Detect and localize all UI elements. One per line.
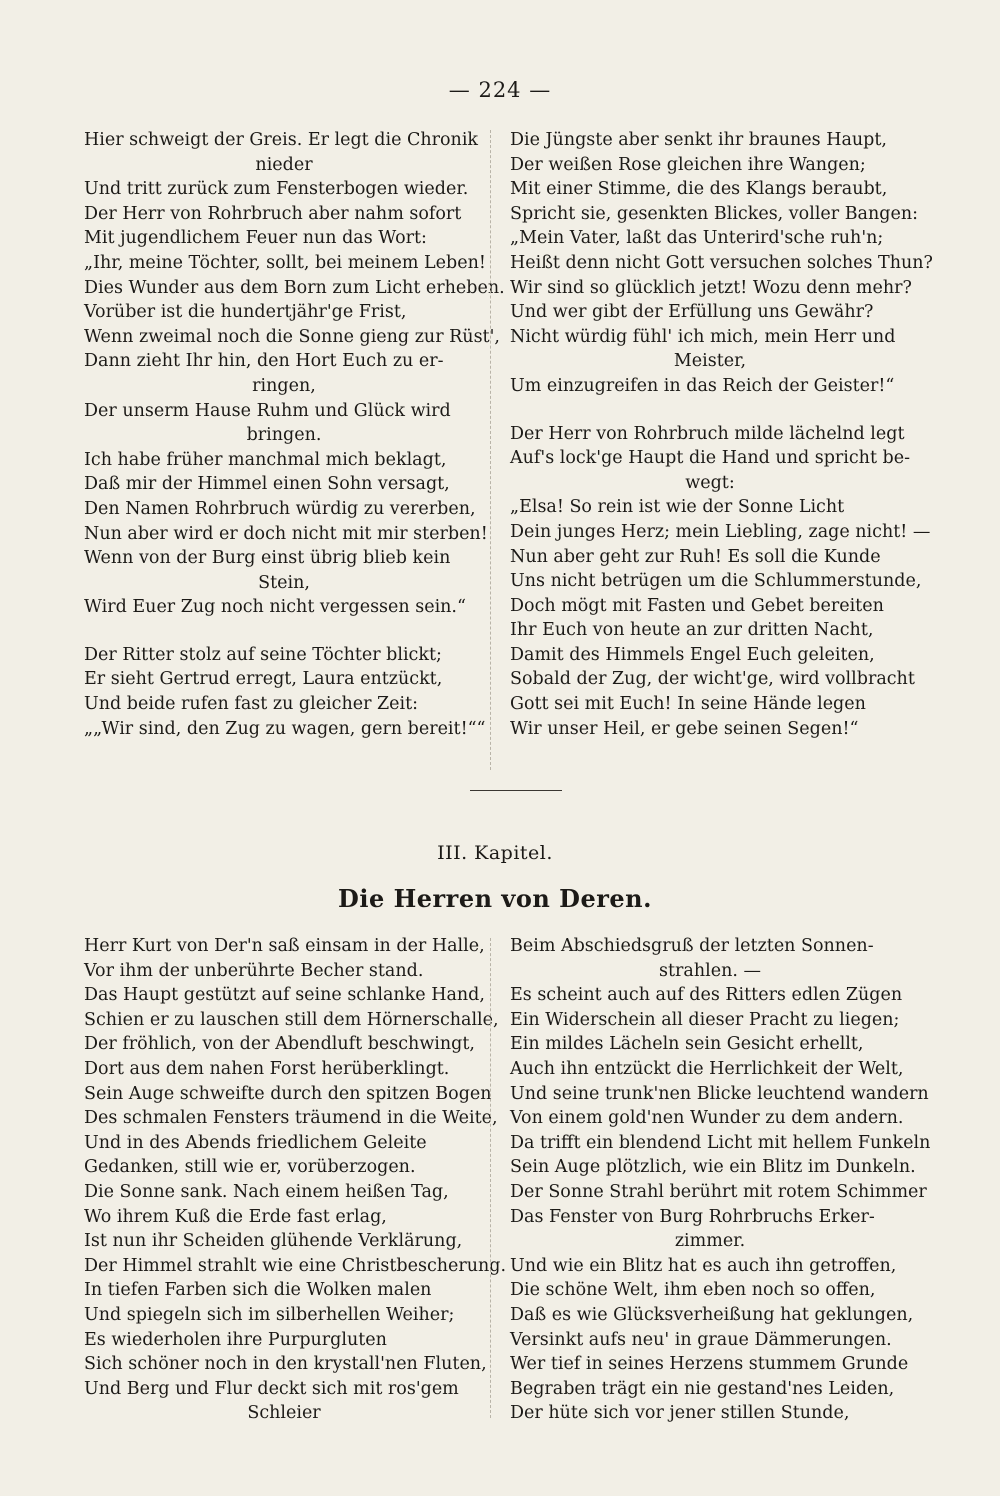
verse-line: Der Sonne Strahl berührt mit rotem Schimmer [510, 1181, 927, 1202]
column-divider-bottom [490, 938, 491, 1418]
verse-line: Wir sind so glücklich jetzt! Wozu denn mehr? [510, 277, 912, 298]
verse-line: wegt: [685, 472, 735, 493]
verse-line: Dein junges Herz; mein Liebling, zage nicht! — [510, 521, 931, 542]
verse-line: Beim Abschiedsgruß der letzten Sonnen- [510, 936, 874, 956]
verse-line: Der weißen Rose gleichen ihre Wangen; [510, 154, 866, 175]
verse-line: Ein Widerschein all dieser Pracht zu liegen; [510, 1009, 900, 1030]
verse-line: Herr Kurt von Der'n saß einsam in der Halle, [84, 936, 485, 956]
verse-line: Der Himmel strahlt wie eine Christbescherung. [84, 1255, 507, 1276]
verse-line: Nicht würdig fühl' ich mich, mein Herr und [510, 326, 896, 347]
verse-line: Und in des Abends friedlichem Geleite [84, 1132, 427, 1153]
verse-line: Der fröhlich, von der Abendluft beschwingt, [84, 1034, 475, 1055]
verse-line: Wer tief in seines Herzens stummem Grunde [510, 1354, 909, 1375]
verse-line: Den Namen Rohrbruch würdig zu vererben, [84, 498, 476, 519]
verse-line: Uns nicht betrügen um die Schlummerstunde, [510, 571, 922, 592]
column-top-left [84, 128, 505, 741]
verse-line: Sich schöner noch in den krystall'nen Fluten, [84, 1354, 487, 1375]
verse-line: Nun aber wird er doch nicht mit mir sterben! [84, 523, 488, 544]
verse-line: Es scheint auch auf des Ritters edlen Zügen [510, 985, 903, 1006]
verse-line: Dann zieht Ihr hin, den Hort Euch zu er- [84, 351, 444, 372]
verse-line: Der Herr von Rohrbruch milde lächelnd legt [510, 423, 905, 444]
verse-line: Und wer gibt der Erfüllung uns Gewähr? [510, 302, 874, 323]
verse-line: Der Ritter stolz auf seine Töchter blickt; [84, 644, 442, 665]
section-rule [470, 790, 562, 791]
verse-line: Auf's lock'ge Haupt die Hand und spricht be- [510, 448, 911, 469]
verse-line: Sein Auge plötzlich, wie ein Blitz im Dunkeln. [510, 1157, 916, 1178]
verse-line: ringen, [252, 375, 316, 396]
verse-line: Dies Wunder aus dem Born zum Licht erheben. [84, 277, 505, 298]
verse-line: Wenn zweimal noch die Sonne gieng zur Rüst', [84, 326, 500, 347]
verse-line: Die schöne Welt, ihm eben noch so offen, [510, 1280, 876, 1301]
verse-line: Um einzugreifen in das Reich der Geister!“ [510, 375, 895, 396]
chapter-title: Die Herren von Deren. [338, 884, 652, 913]
verse-line: Wo ihrem Kuß die Erde fast erlag, [84, 1206, 387, 1227]
verse-line: Gott sei mit Euch! In seine Hände legen [510, 694, 866, 715]
verse-line: Doch mögt mit Fasten und Gebet bereiten [510, 595, 884, 616]
verse-line: In tiefen Farben sich die Wolken malen [84, 1280, 432, 1301]
verse-line: Die Sonne sank. Nach einem heißen Tag, [84, 1181, 449, 1202]
verse-line: „Ihr, meine Töchter, sollt, bei meinem Leben! [84, 252, 486, 273]
verse-line: Das Haupt gestützt auf seine schlanke Hand, [84, 985, 485, 1006]
verse-line: Ein mildes Lächeln sein Gesicht erhellt, [510, 1034, 864, 1055]
column-divider-top [490, 130, 491, 770]
verse-line: Versinkt aufs neu' in graue Dämmerungen. [510, 1329, 892, 1350]
verse-line: Mit jugendlichem Feuer nun das Wort: [84, 228, 427, 249]
verse-line: Der hüte sich vor jener stillen Stunde, [510, 1403, 850, 1424]
verse-line: Gedanken, still wie er, vorüberzogen. [84, 1157, 416, 1178]
verse-line: Schleier [247, 1403, 321, 1424]
verse-line: bringen. [246, 425, 322, 446]
verse-line: Und Berg und Flur deckt sich mit ros'gem [84, 1378, 459, 1399]
verse-line: Und wie ein Blitz hat es auch ihn getroffen, [510, 1255, 897, 1276]
verse-line: Und seine trunk'nen Blicke leuchtend wandern [510, 1083, 929, 1104]
column-bottom-right [510, 934, 931, 1426]
verse-line: Der Herr von Rohrbruch aber nahm sofort [84, 203, 462, 224]
verse-line: Sein Auge schweifte durch den spitzen Bogen [84, 1083, 492, 1104]
verse-line: zimmer. [674, 1231, 746, 1252]
stanza-gap [84, 620, 484, 643]
verse-line: Stein, [258, 572, 310, 593]
verse-line: Nun aber geht zur Ruh! Es soll die Kunde [510, 546, 881, 567]
verse-line: Des schmalen Fensters träumend in die Weite, [84, 1108, 498, 1129]
verse-line: Daß es wie Glücksverheißung hat geklungen, [510, 1304, 914, 1325]
verse-line: Meister, [673, 351, 747, 372]
verse-line: Da trifft ein blendend Licht mit hellem Funkeln [510, 1132, 931, 1153]
verse-line: Daß mir der Himmel einen Sohn versagt, [84, 474, 450, 495]
verse-line: Damit des Himmels Engel Euch geleiten, [510, 644, 875, 665]
chapter-heading: III. Kapitel. [437, 842, 553, 864]
verse-line: nieder [255, 154, 313, 175]
verse-line: Wenn von der Burg einst übrig blieb kein [84, 548, 451, 569]
verse-line: Wir unser Heil, er gebe seinen Segen!“ [510, 718, 859, 739]
verse-line: Heißt denn nicht Gott versuchen solches Thun? [510, 252, 933, 273]
verse-line: Und tritt zurück zum Fensterbogen wieder. [84, 179, 469, 200]
stanza-gap [510, 399, 910, 422]
verse-line: Wird Euer Zug noch nicht vergessen sein.“ [84, 597, 466, 618]
verse-line: Die Jüngste aber senkt ihr braunes Haupt, [510, 130, 887, 150]
verse-line: Mit einer Stimme, die des Klangs beraubt, [510, 179, 888, 200]
verse-line: Das Fenster von Burg Rohrbruchs Erker- [510, 1206, 875, 1227]
verse-line: Begraben trägt ein nie gestand'nes Leiden, [510, 1378, 895, 1399]
verse-line: Er sieht Gertrud erregt, Laura entzückt, [84, 669, 443, 690]
verse-line: Auch ihn entzückt die Herrlichkeit der Welt, [510, 1058, 904, 1079]
verse-line: Und spiegeln sich im silberhellen Weiher; [84, 1304, 455, 1325]
column-bottom-left [84, 934, 507, 1426]
verse-line: Und beide rufen fast zu gleicher Zeit: [84, 694, 419, 715]
verse-line: Dort aus dem nahen Forst herüberklingt. [84, 1058, 450, 1079]
verse-line: „Elsa! So rein ist wie der Sonne Licht [510, 497, 845, 518]
verse-line: Vorüber ist die hundertjähr'ge Frist, [84, 302, 407, 323]
verse-line: Vor ihm der unberührte Becher stand. [84, 960, 424, 981]
verse-line: Sobald der Zug, der wicht'ge, wird vollbracht [510, 669, 915, 690]
verse-line: Spricht sie, gesenkten Blickes, voller Bangen: [510, 203, 918, 224]
verse-line: „Mein Vater, laßt das Unterird'sche ruh'n; [510, 228, 884, 249]
verse-line: Es wiederholen ihre Purpurgluten [84, 1329, 387, 1350]
verse-line: strahlen. — [659, 960, 761, 981]
verse-line: Von einem gold'nen Wunder zu dem andern. [510, 1108, 904, 1129]
verse-line: Schien er zu lauschen still dem Hörnerschalle, [84, 1009, 499, 1030]
verse-line: Ich habe früher manchmal mich beklagt, [84, 449, 447, 470]
verse-line: Hier schweigt der Greis. Er legt die Chronik [84, 130, 479, 150]
verse-line: „„Wir sind, den Zug zu wagen, gern bereit!““ [84, 718, 486, 739]
verse-line: Ihr Euch von heute an zur dritten Nacht, [510, 620, 874, 641]
verse-line: Der unserm Hause Ruhm und Glück wird [84, 400, 451, 421]
verse-line: Ist nun ihr Scheiden glühende Verklärung, [84, 1231, 463, 1252]
column-top-right [510, 128, 933, 741]
page-number: — 224 — [448, 78, 552, 102]
